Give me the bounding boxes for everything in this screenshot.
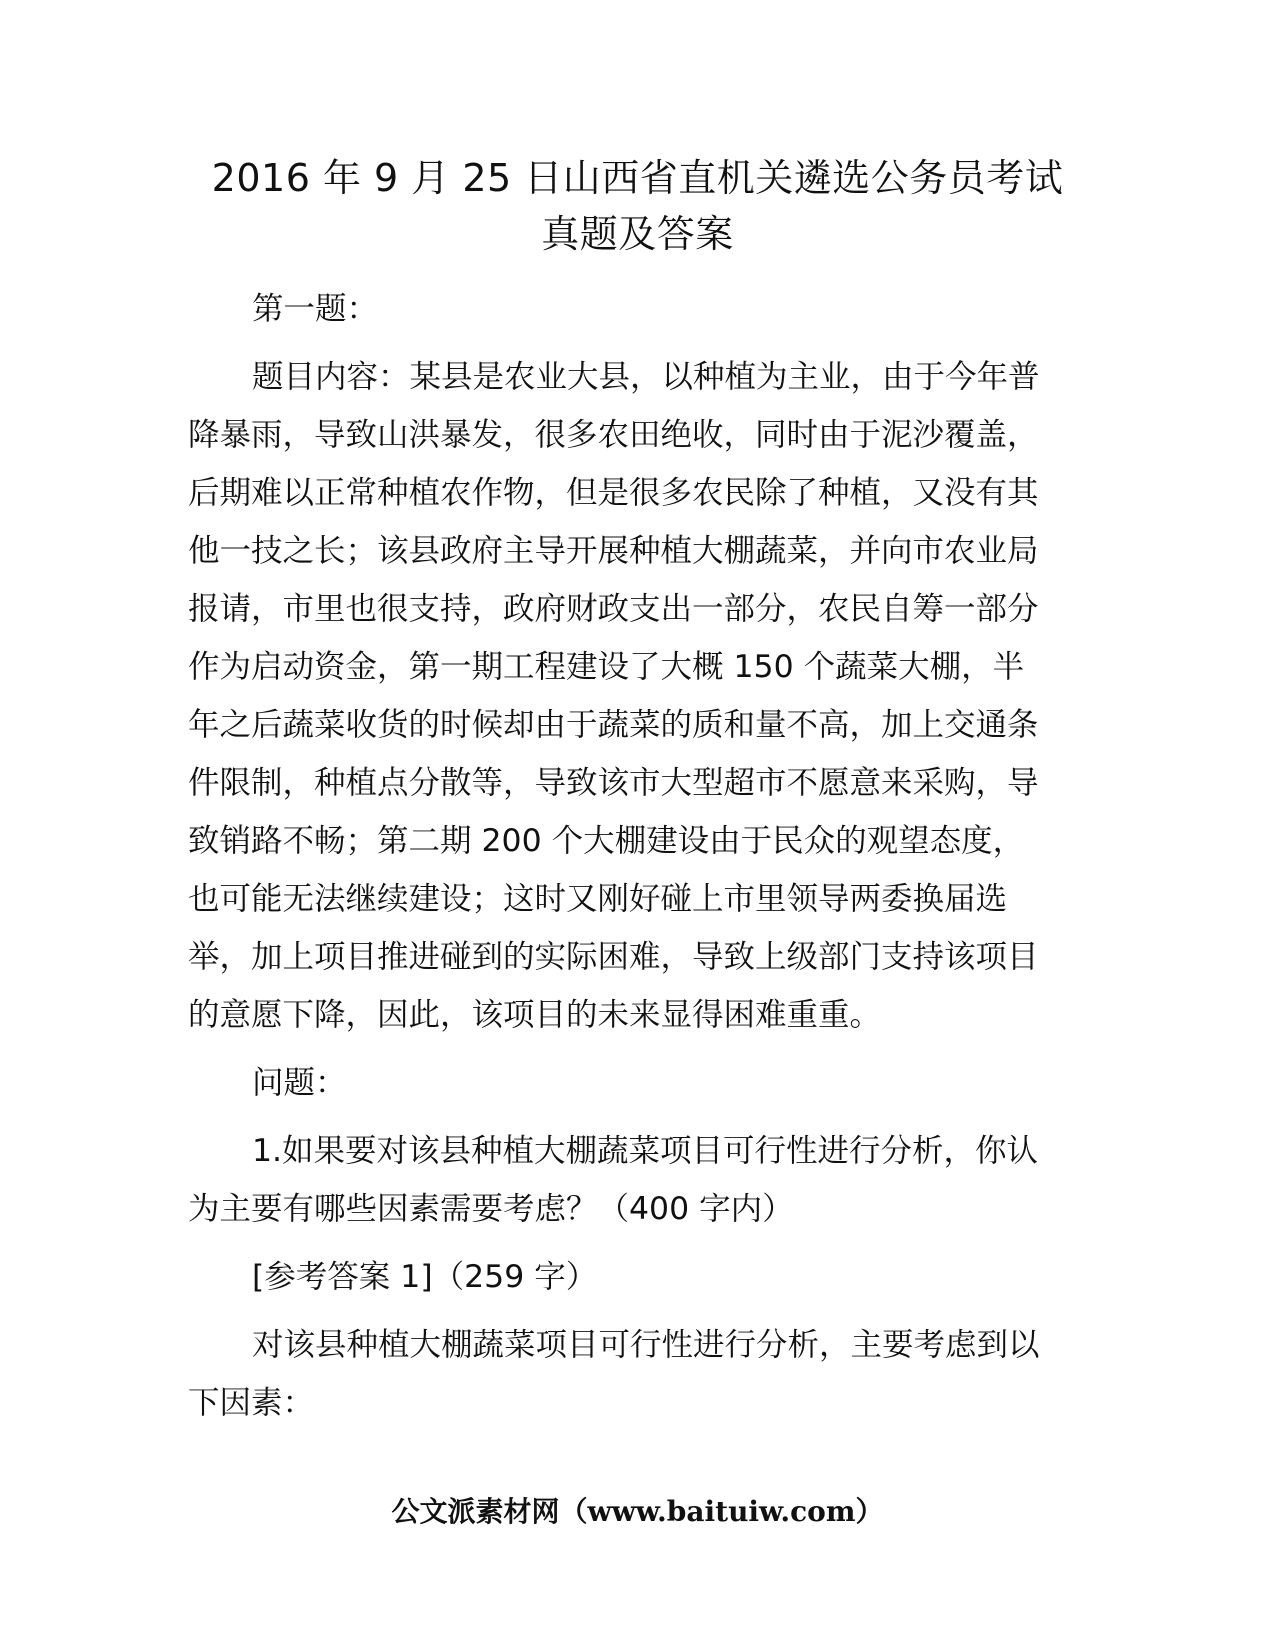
questions-heading: 问题： (252, 1065, 347, 1101)
page-footer: 公文派素材网（www.baituiw.com） (391, 1495, 884, 1528)
content-line: 降暴雨，导致山洪暴发，很多农田绝收，同时由于泥沙覆盖， (188, 417, 1039, 453)
content-line: 题目内容：某县是农业大县，以种植为主业，由于今年普 (252, 359, 1040, 395)
content-line: 报请，市里也很支持，政府财政支出一部分，农民自筹一部分 (188, 591, 1039, 627)
content-line: 后期难以正常种植农作物，但是很多农民除了种植，又没有其 (188, 475, 1039, 511)
reference-answer-heading: [参考答案 1]（259 字） (252, 1259, 598, 1295)
content-line: 致销路不畅；第二期 200 个大棚建设由于民众的观望态度， (188, 823, 1025, 859)
question-one-text (188, 1122, 1088, 1238)
title-line-1: 2016 年 9 月 25 日山西省直机关遴选公务员考试 (211, 156, 1064, 200)
question-content-paragraph (188, 348, 1088, 1044)
document-body (188, 280, 1088, 1432)
content-line: 也可能无法继续建设；这时又刚好碰上市里领导两委换届选 (188, 881, 1008, 917)
question-line: 1.如果要对该县种植大棚蔬菜项目可行性进行分析，你认 (252, 1133, 1039, 1169)
document-title (170, 150, 1105, 262)
answer-line: 下因素： (188, 1385, 315, 1421)
content-line: 的意愿下降，因此，该项目的未来显得困难重重。 (188, 997, 882, 1033)
content-line: 作为启动资金，第一期工程建设了大概 150 个蔬菜大棚，半 (188, 649, 1025, 685)
answer-line: 对该县种植大棚蔬菜项目可行性进行分析，主要考虑到以 (252, 1327, 1040, 1363)
question-one-heading: 第一题： (252, 291, 379, 327)
content-line: 件限制，种植点分散等，导致该市大型超市不愿意来采购，导 (188, 765, 1039, 801)
content-line: 举，加上项目推进碰到的实际困难，导致上级部门支持该项目 (188, 939, 1039, 975)
content-line: 年之后蔬菜收货的时候却由于蔬菜的质和量不高，加上交通条 (188, 707, 1039, 743)
question-line: 为主要有哪些因素需要考虑？（400 字内） (188, 1191, 794, 1227)
title-line-2: 真题及答案 (541, 212, 734, 256)
answer-paragraph (188, 1316, 1088, 1432)
content-line: 他一技之长；该县政府主导开展种植大棚蔬菜，并向市农业局 (188, 533, 1039, 569)
